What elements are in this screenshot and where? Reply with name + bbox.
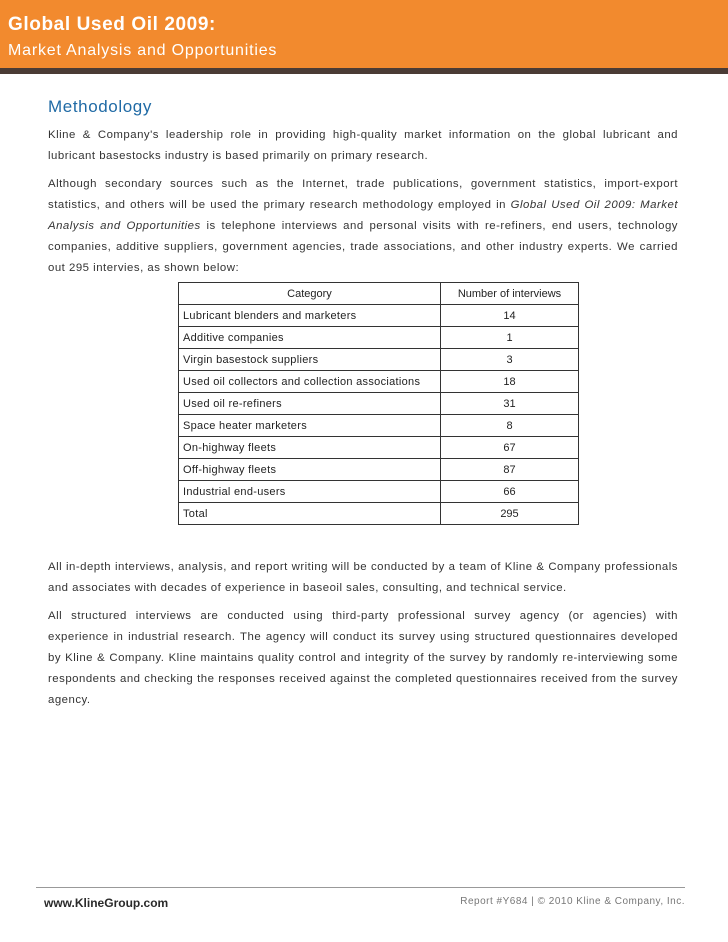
header-divider bbox=[0, 68, 728, 74]
paragraph-methodology-text-1: Although secondary sources such as the Internet, trade publications, government statistics, import-export statistics, and others will be used the primary research methodology employed in bbox=[48, 178, 678, 211]
table-row bbox=[179, 459, 579, 481]
table-cell-category: Virgin basestock suppliers bbox=[179, 349, 441, 371]
paragraph-structured-interviews: All structured interviews are conducted using third-party professional survey agency (or agencies) with experience in industrial research. The agency will conduct its survey using structured questionnaires developed by Kline & Company. Kline maintains quality control and integrity of the survey by randomly re-interviewing some respondents and checking the responses received against the completed questionnaires received from the survey agency. bbox=[48, 610, 678, 706]
table-cell-count: 31 bbox=[441, 393, 579, 415]
paragraph-team: All in-depth interviews, analysis, and report writing will be conducted by a team of Kline & Company professionals and associates with decades of experience in baseoil sales, consulting, and technical service. bbox=[48, 561, 678, 594]
paragraph-methodology bbox=[48, 174, 678, 279]
footer-report-info: Report #Y684 | © 2010 Kline & Company, Inc. bbox=[460, 896, 685, 907]
footer-website-link[interactable]: www.KlineGroup.com bbox=[44, 896, 169, 910]
table-row bbox=[179, 393, 579, 415]
table-cell-category: Used oil re-refiners bbox=[179, 393, 441, 415]
table-row bbox=[179, 349, 579, 371]
report-title-italic: Global Used Oil 2009: Market Analysis and Opportunities bbox=[48, 199, 678, 232]
header-banner bbox=[0, 0, 728, 68]
table-row bbox=[179, 327, 579, 349]
table-cell-count: 14 bbox=[441, 305, 579, 327]
table-cell-category: Industrial end-users bbox=[179, 481, 441, 503]
table-cell-total-label: Total bbox=[179, 503, 441, 525]
document-subtitle: Market Analysis and Opportunities bbox=[8, 42, 278, 59]
table-row bbox=[179, 437, 579, 459]
table-header-category: Category bbox=[179, 283, 441, 305]
table-cell-category: Off-highway fleets bbox=[179, 459, 441, 481]
table-cell-count: 3 bbox=[441, 349, 579, 371]
table-row bbox=[179, 371, 579, 393]
table-row-total bbox=[179, 503, 579, 525]
footer-divider bbox=[36, 887, 685, 888]
table-cell-count: 8 bbox=[441, 415, 579, 437]
table-cell-total-count: 295 bbox=[441, 503, 579, 525]
table-header-count: Number of interviews bbox=[441, 283, 579, 305]
paragraph-intro: Kline & Company's leadership role in providing high-quality market information on the global lubricant and lubricant basestocks industry is based primarily on primary research. bbox=[48, 129, 678, 162]
table-cell-category: Space heater marketers bbox=[179, 415, 441, 437]
interviews-table bbox=[178, 282, 579, 525]
section-heading: Methodology bbox=[48, 97, 152, 116]
table-cell-count: 67 bbox=[441, 437, 579, 459]
table-cell-count: 1 bbox=[441, 327, 579, 349]
document-title: Global Used Oil 2009: bbox=[8, 14, 216, 35]
table-cell-category: Used oil collectors and collection associations bbox=[179, 371, 441, 393]
table-cell-category: Lubricant blenders and marketers bbox=[179, 305, 441, 327]
table-cell-count: 18 bbox=[441, 371, 579, 393]
table-cell-category: On-highway fleets bbox=[179, 437, 441, 459]
table-cell-count: 66 bbox=[441, 481, 579, 503]
table-row bbox=[179, 305, 579, 327]
table-cell-count: 87 bbox=[441, 459, 579, 481]
table-header-row bbox=[179, 283, 579, 305]
table-row bbox=[179, 415, 579, 437]
paragraph-methodology-text-2: is telephone interviews and personal visits with re-refiners, end users, technology companies, additive suppliers, government agencies, trade associations, and other industry experts. We carried out 295 intervies, as shown below: bbox=[48, 220, 678, 274]
table-cell-category: Additive companies bbox=[179, 327, 441, 349]
table-row bbox=[179, 481, 579, 503]
